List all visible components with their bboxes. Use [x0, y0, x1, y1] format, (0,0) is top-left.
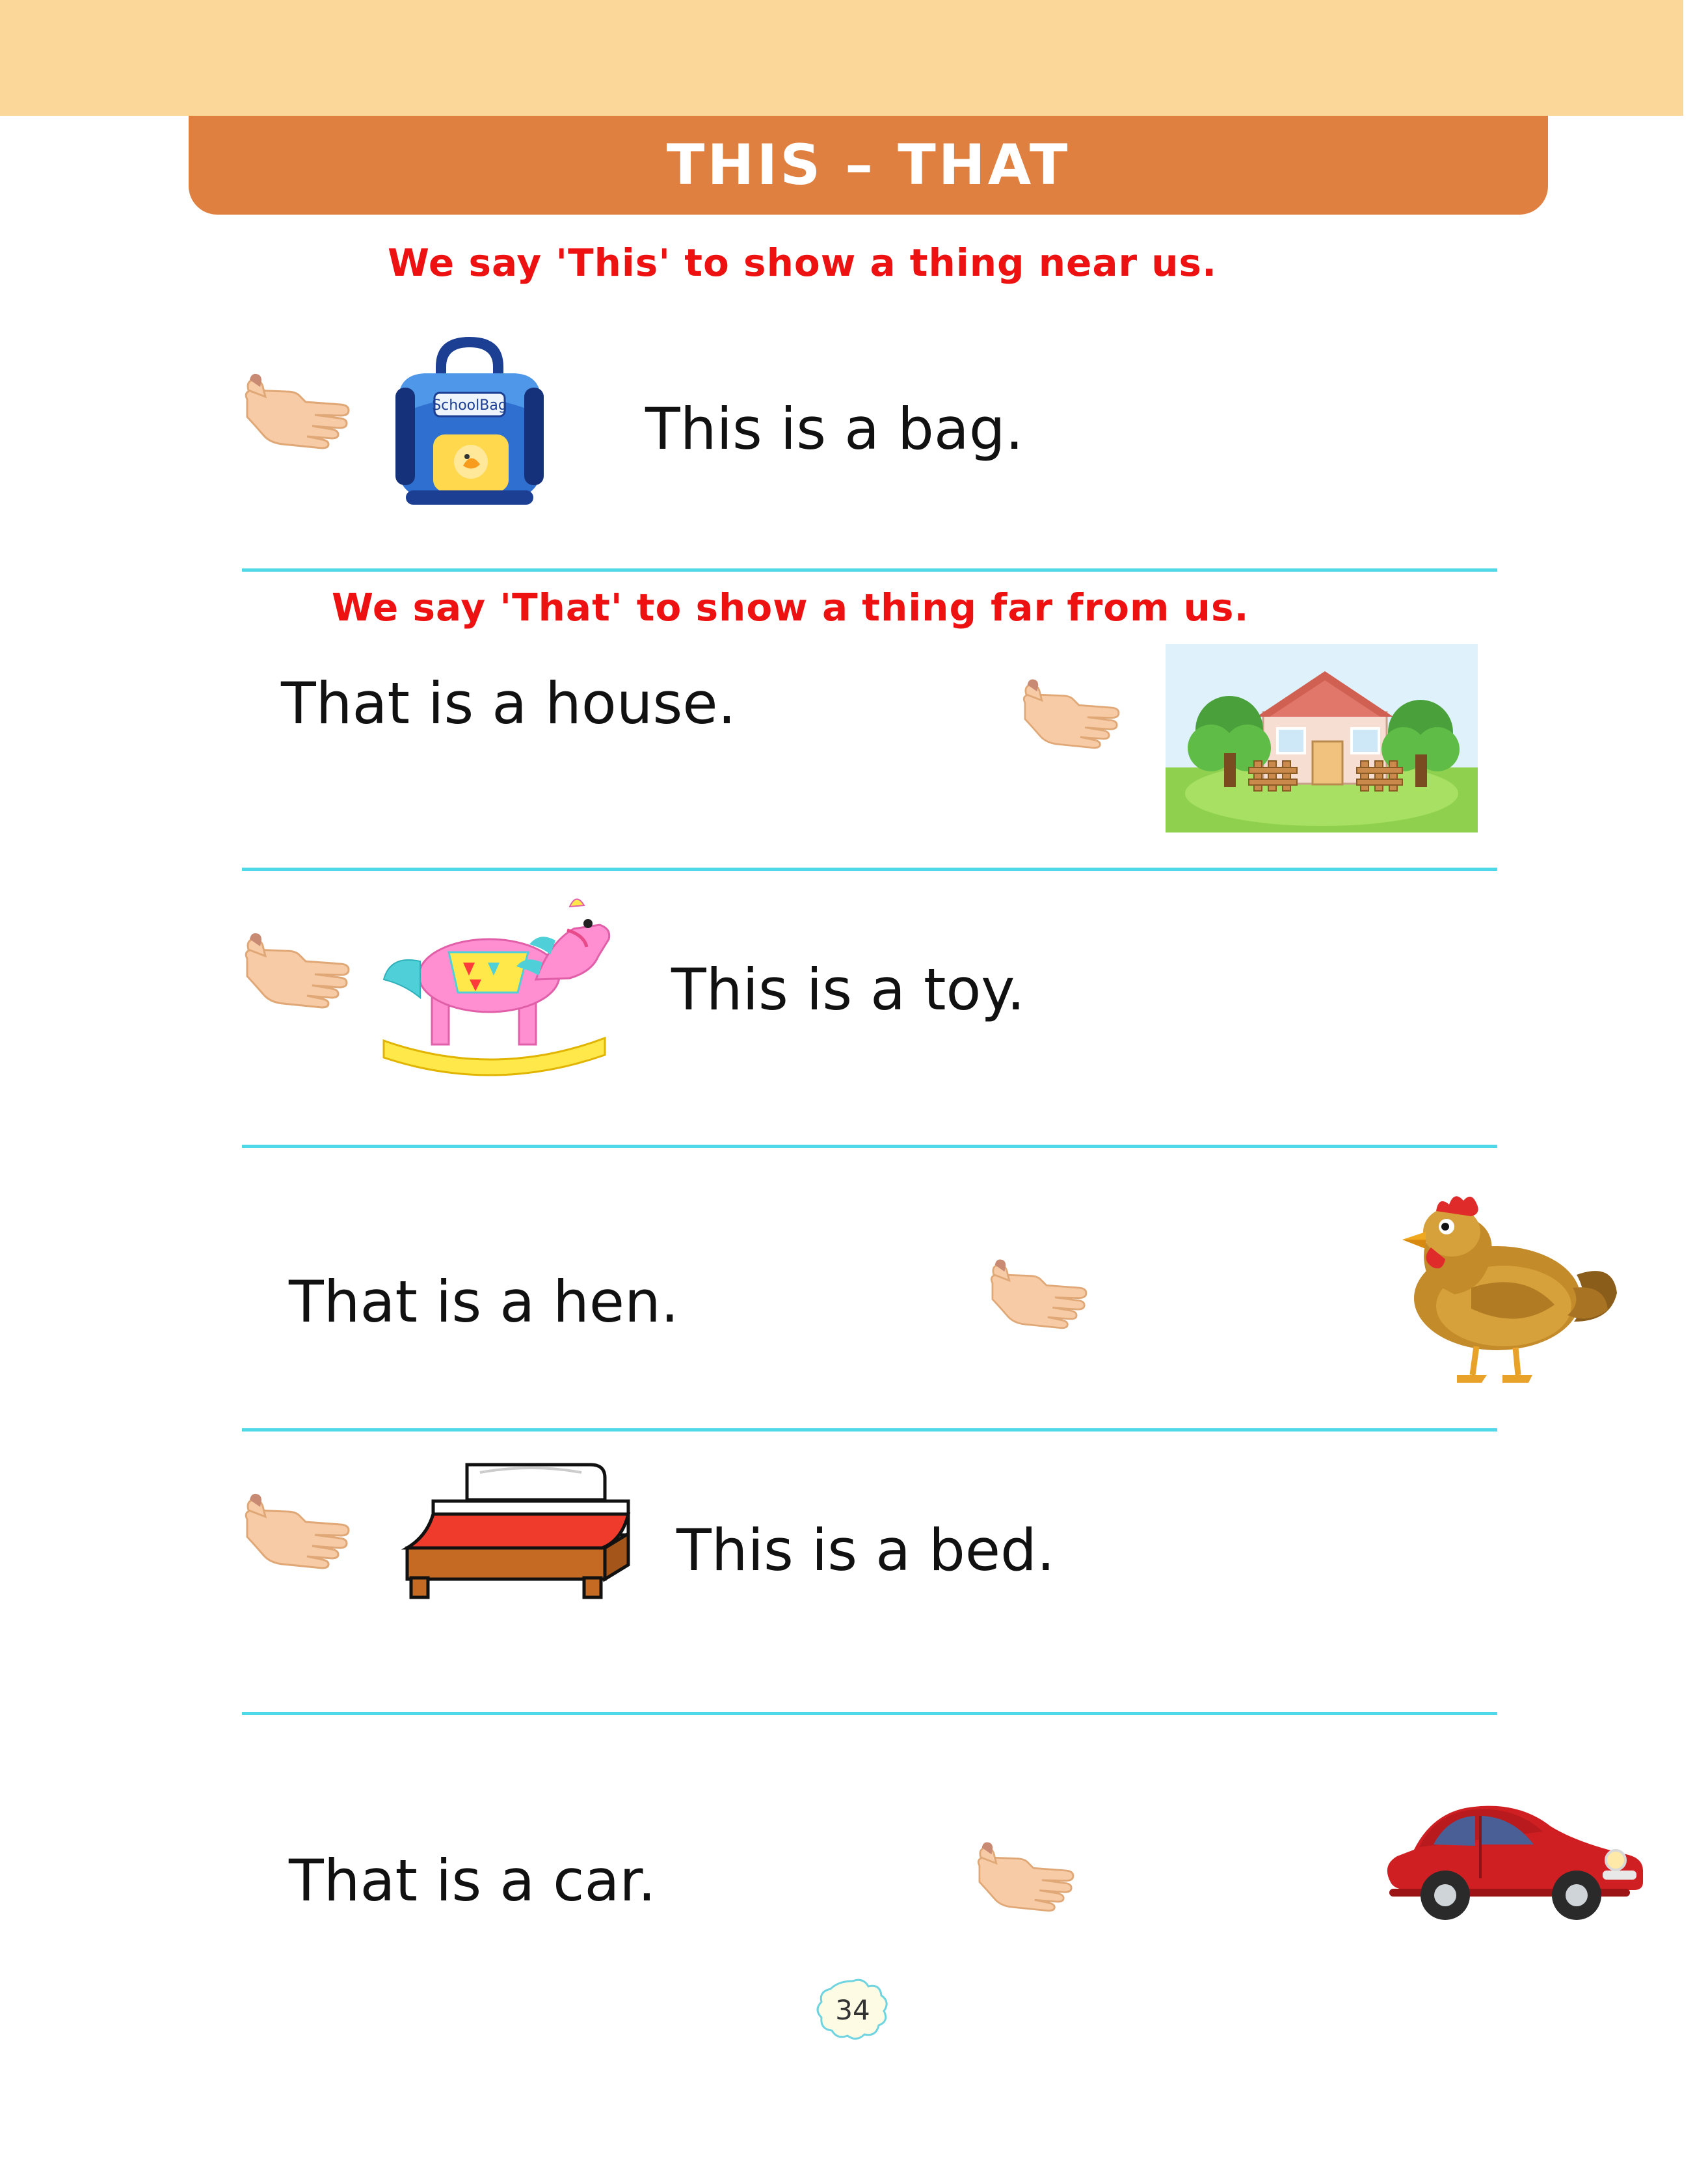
pointing-hand-right-icon — [964, 1839, 1088, 1917]
pointing-hand-right-icon — [242, 930, 353, 1015]
sentence-text: This is a bed. — [676, 1517, 1055, 1584]
separator-line — [242, 1712, 1497, 1715]
row-hen — [242, 1171, 1497, 1411]
svg-text:SchoolBag: SchoolBag — [432, 397, 507, 414]
top-band-right-gap — [1683, 0, 1708, 116]
row-bed — [242, 1450, 1497, 1678]
sentence-text: This is a bag. — [645, 395, 1024, 462]
page-number: 34 — [835, 1993, 870, 2026]
row-bag — [242, 325, 1497, 540]
page-title-banner — [189, 116, 1548, 215]
separator-line — [242, 1145, 1497, 1148]
separator-line — [242, 1428, 1497, 1432]
sentence-text: This is a toy. — [671, 956, 1025, 1023]
sentence-text: That is a car. — [289, 1847, 656, 1914]
house-illustration — [1166, 644, 1478, 832]
separator-line — [242, 568, 1497, 572]
sentence-text: That is a house. — [281, 670, 736, 737]
row-car — [242, 1750, 1497, 1958]
page-title: THIS – THAT — [666, 133, 1071, 198]
pointing-hand-right-icon — [242, 371, 353, 455]
rule-this: We say 'This' to show a thing near us. — [388, 241, 1218, 285]
pointing-hand-right-icon — [1009, 676, 1133, 754]
page-number-badge — [816, 1977, 889, 2042]
row-toy — [242, 885, 1497, 1106]
row-house — [242, 644, 1497, 859]
pointing-hand-right-icon — [977, 1257, 1101, 1335]
backpack-illustration — [372, 325, 567, 514]
pointing-hand-right-icon — [242, 1491, 353, 1575]
top-decorative-band — [0, 0, 1708, 116]
hen-illustration — [1374, 1184, 1621, 1398]
car-illustration — [1374, 1779, 1647, 1929]
bed-illustration — [366, 1450, 678, 1613]
rule-that: We say 'That' to show a thing far from us. — [332, 585, 1249, 630]
rocking-horse-illustration — [372, 885, 619, 1073]
separator-line — [242, 868, 1497, 871]
sentence-text: That is a hen. — [289, 1268, 679, 1335]
